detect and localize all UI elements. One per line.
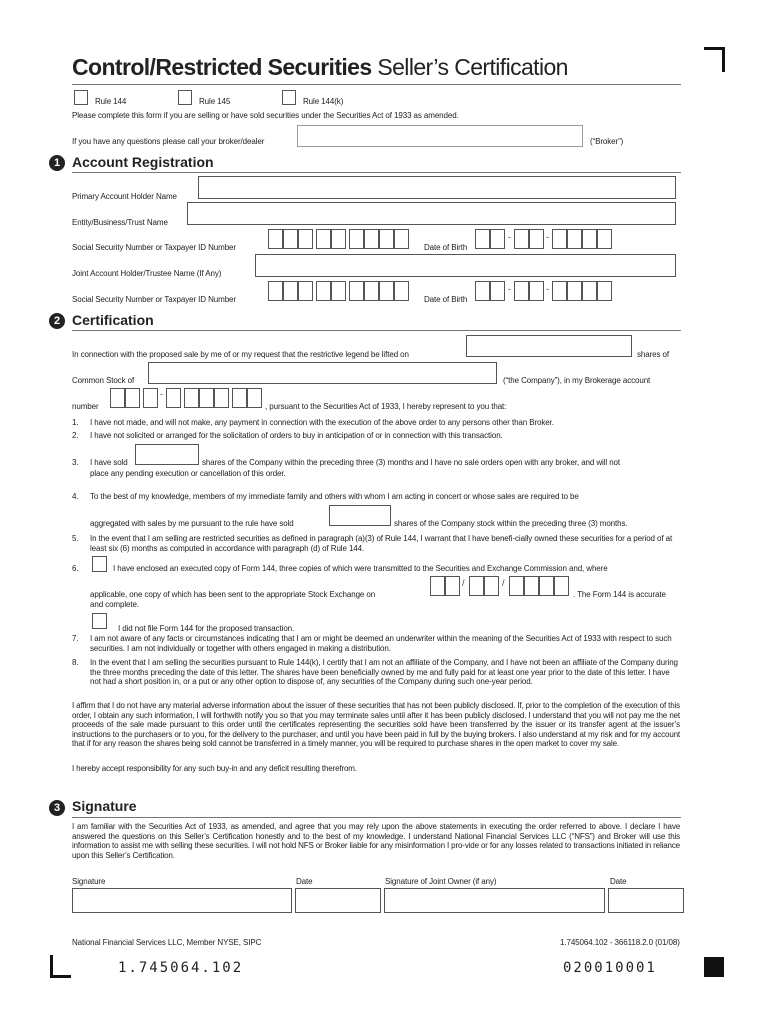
item-5-number: 5. xyxy=(72,534,79,543)
dob2-label: Date of Birth xyxy=(424,295,468,304)
item-4-number: 4. xyxy=(72,492,79,501)
item-1-text: I have not made, and will not make, any payment in connection with the execution of the above order to any persons other than Broker. xyxy=(90,418,554,427)
item-4b-text: aggregated with sales by me pursuant to the rule have sold xyxy=(90,519,294,528)
cert-line1a: In connection with the proposed sale by me of or my request that the restrictive legend be lifted on xyxy=(72,350,409,359)
exchange-date-digit[interactable] xyxy=(554,576,569,596)
rule-144k-checkbox[interactable] xyxy=(282,90,296,105)
account-dash: - xyxy=(160,389,163,399)
exchange-date-digit[interactable] xyxy=(445,576,460,596)
section-2-rule xyxy=(72,330,681,331)
dob2-dash: - xyxy=(508,284,511,294)
dob-digit[interactable] xyxy=(490,229,505,249)
ssn-label: Social Security Number or Taxpayer ID Number xyxy=(72,243,236,252)
family-shares-input[interactable] xyxy=(329,505,391,526)
cert-line2b: (“the Company”), in my Brokerage account xyxy=(503,376,651,385)
account-digit[interactable] xyxy=(199,388,214,408)
cert-line2a: Common Stock of xyxy=(72,376,135,385)
section-3-number: 3 xyxy=(49,800,65,816)
corner-mark-bottom-left xyxy=(50,955,71,978)
title-regular: Seller’s Certification xyxy=(377,54,568,80)
dob-digit[interactable] xyxy=(597,229,612,249)
item-1-number: 1. xyxy=(72,418,79,427)
entity-name-input[interactable] xyxy=(187,202,676,225)
signature-label: Signature xyxy=(72,877,106,886)
item-6c-text: . The Form 144 is accurate xyxy=(573,590,666,599)
dob-digit[interactable] xyxy=(567,229,582,249)
dob-digit[interactable] xyxy=(475,229,490,249)
exchange-date-digit[interactable] xyxy=(539,576,554,596)
ssn-digit[interactable] xyxy=(316,229,331,249)
dob-digit[interactable] xyxy=(552,229,567,249)
dob2-digit[interactable] xyxy=(597,281,612,301)
footer-left: National Financial Services LLC, Member NYSE, SIPC xyxy=(72,938,262,947)
ssn2-digit[interactable] xyxy=(379,281,394,301)
ssn-digit[interactable] xyxy=(298,229,313,249)
title-rule xyxy=(72,84,681,85)
rule-145-checkbox[interactable] xyxy=(178,90,192,105)
exchange-date-slash: / xyxy=(502,578,505,588)
rule-144k-label: Rule 144(k) xyxy=(303,97,344,106)
dob-digit[interactable] xyxy=(582,229,597,249)
joint-holder-label: Joint Account Holder/Trustee Name (If Any) xyxy=(72,269,222,278)
shares-count-input[interactable] xyxy=(466,335,632,357)
broker-suffix: (“Broker”) xyxy=(590,137,624,146)
ssn-digit[interactable] xyxy=(331,229,346,249)
broker-label: If you have any questions please call your broker/dealer xyxy=(72,137,265,146)
joint-signature-label: Signature of Joint Owner (if any) xyxy=(385,877,497,886)
item-2-text: I have not solicited or arranged for the solicitation of orders to buy in anticipation of or in connection with this transaction. xyxy=(90,431,503,440)
affirm-paragraph: I affirm that I do not have any material adverse information about the issuer of these securities that has not been publicly disclosed. If, prior to the completion of the execution of this order, I obtain any such information, I will forthwith notify you so that you may terminate sales until after it has been publicly disclosed. I understand that you will not pay me the net proceeds of the sale made pursuant to this order until the certificates representing the securities sold have been transferred by the issuer or its transfer agent at the issuer’s instructions to the purchasers or to you, for the delivery to the purchaser, and until you have been paid in full by the buying brokers. I also understand at my risk and for my account that if for any reason the shares being sold cannot be transferred in a timely manner, you will be required to purchase shares in the open market to cover my sale. xyxy=(72,701,680,749)
ssn2-digit[interactable] xyxy=(268,281,283,301)
intro-text: Please complete this form if you are selling or have sold securities under the Securities Act of 1933 as amended. xyxy=(72,111,459,120)
item-8-number: 8. xyxy=(72,658,79,667)
joint-holder-input[interactable] xyxy=(255,254,676,277)
item-7-number: 7. xyxy=(72,634,79,643)
ssn2-digit[interactable] xyxy=(283,281,298,301)
item-6d-text: and complete. xyxy=(90,600,139,609)
item-7-text: I am not aware of any facts or circumstances indicating that I am or might be deemed an underwriter within the meaning of the Securities Act of 1933 with respect to such securities. I am not individually or together with others engaged in making a distribution. xyxy=(90,634,672,653)
section-3-title: Signature xyxy=(72,798,137,814)
date2-input[interactable] xyxy=(608,888,684,913)
ssn2-digit[interactable] xyxy=(364,281,379,301)
ssn2-label: Social Security Number or Taxpayer ID Number xyxy=(72,295,236,304)
dob2-digit[interactable] xyxy=(529,281,544,301)
primary-holder-label: Primary Account Holder Name xyxy=(72,192,177,201)
section-1-title: Account Registration xyxy=(72,154,214,170)
dob2-digit[interactable] xyxy=(552,281,567,301)
dob-dash: - xyxy=(508,232,511,242)
section-3-rule xyxy=(72,817,681,818)
entity-name-label: Entity/Business/Trust Name xyxy=(72,218,168,227)
item-4a-text: To the best of my knowledge, members of my immediate family and others with whom I am acting in concert or whose sales are required to be xyxy=(90,492,579,501)
date2-label: Date xyxy=(610,877,627,886)
accept-paragraph: I hereby accept responsibility for any such buy-in and any deficit resulting therefrom. xyxy=(72,764,357,773)
form144-not-filed-checkbox[interactable] xyxy=(92,613,107,629)
item-6e-text: I did not file Form 144 for the proposed transaction. xyxy=(118,624,295,633)
rule-144-checkbox[interactable] xyxy=(74,90,88,105)
form-code-left: 1.745064.102 xyxy=(118,960,244,976)
cert-line1b: shares of xyxy=(637,350,670,359)
exchange-date-slash: / xyxy=(462,578,465,588)
account-digit[interactable] xyxy=(110,388,125,408)
account-digit[interactable] xyxy=(232,388,247,408)
item-3a-text: I have sold xyxy=(90,458,128,467)
date-label: Date xyxy=(296,877,313,886)
cert-line3b: , pursuant to the Securities Act of 1933, I hereby represent to you that: xyxy=(265,402,507,411)
company-name-input[interactable] xyxy=(148,362,497,384)
broker-input[interactable] xyxy=(297,125,583,147)
ssn-digit[interactable] xyxy=(394,229,409,249)
dob-dash: - xyxy=(546,232,549,242)
item-6a-text: I have enclosed an executed copy of Form 144, three copies of which were transmitted to the Securities and Exchange Commission and, where xyxy=(113,564,608,573)
title-bold: Control/Restricted Securities xyxy=(72,54,372,80)
dob2-digit[interactable] xyxy=(582,281,597,301)
dob-digit[interactable] xyxy=(529,229,544,249)
item-8-text: In the event that I am selling the securities pursuant to Rule 144(k), I certify that I am not an affiliate of the Company, and I have not been an affiliate of the Company during the three months preceding the date of this letter. The shares have been beneficially owned by me and fully paid for at least one year prior to the date of this letter. I have not had a short position in, or a put or any other option to dispose of, any securities of the Company during such one-year period. xyxy=(90,658,678,687)
ssn2-digit[interactable] xyxy=(298,281,313,301)
exchange-date-digit[interactable] xyxy=(430,576,445,596)
ssn2-digit[interactable] xyxy=(331,281,346,301)
ssn-digit[interactable] xyxy=(379,229,394,249)
ssn2-digit[interactable] xyxy=(394,281,409,301)
section-2-number: 2 xyxy=(49,313,65,329)
item-6b-text: applicable, one copy of which has been sent to the appropriate Stock Exchange on xyxy=(90,590,376,599)
primary-holder-input[interactable] xyxy=(198,176,676,199)
section-2-title: Certification xyxy=(72,312,154,328)
corner-mark-top-right xyxy=(704,47,725,72)
item-6-number: 6. xyxy=(72,564,79,573)
account-digit[interactable] xyxy=(247,388,262,408)
signature-paragraph: I am familiar with the Securities Act of 1933, as amended, and agree that you may rely upon the above statements in executing the order referred to above. I declare I have answered the questions on this Seller’s Certification honestly and to the best of my knowledge. I understand National Financial Services LLC (“NFS”) and Broker will use this information to assist me with selling these securities. I will not hold NFS or Broker liable for any misinformation I pro-vide or for any losses related to transactions initiated in reliance upon this Seller’s Certification. xyxy=(72,822,680,860)
form144-filed-checkbox[interactable] xyxy=(92,556,107,572)
date-input[interactable] xyxy=(295,888,381,913)
account-digit[interactable] xyxy=(143,388,158,408)
account-digit[interactable] xyxy=(125,388,140,408)
item-3c-text: place any pending execution or cancellation of this order. xyxy=(90,469,286,478)
joint-signature-input[interactable] xyxy=(384,888,605,913)
ssn-digit[interactable] xyxy=(349,229,364,249)
exchange-date-digit[interactable] xyxy=(484,576,499,596)
exchange-date-digit[interactable] xyxy=(524,576,539,596)
account-digit[interactable] xyxy=(214,388,229,408)
section-1-rule xyxy=(72,172,681,173)
ssn2-digit[interactable] xyxy=(349,281,364,301)
account-digit[interactable] xyxy=(166,388,181,408)
dob-digit[interactable] xyxy=(514,229,529,249)
account-digit[interactable] xyxy=(184,388,199,408)
ssn-digit[interactable] xyxy=(268,229,283,249)
dob2-digit[interactable] xyxy=(475,281,490,301)
section-1-number: 1 xyxy=(49,155,65,171)
exchange-date-digit[interactable] xyxy=(469,576,484,596)
dob-label: Date of Birth xyxy=(424,243,468,252)
cert-line3a: number xyxy=(72,402,99,411)
ssn-digit[interactable] xyxy=(283,229,298,249)
page-title xyxy=(72,54,568,81)
dob2-digit[interactable] xyxy=(567,281,582,301)
dob2-dash: - xyxy=(546,284,549,294)
corner-mark-square xyxy=(704,957,724,977)
dob2-digit[interactable] xyxy=(514,281,529,301)
footer-right: 1.745064.102 - 366118.2.0 (01/08) xyxy=(560,938,680,947)
ssn2-digit[interactable] xyxy=(316,281,331,301)
shares-sold-input[interactable] xyxy=(135,444,199,465)
item-5-text: In the event that I am selling are restricted securities as defined in paragraph (a)(3) of Rule 144, I warrant that I have benefi-cially owned these securities for a period of at least six (6) months as computed in accordance with paragraph (d) of Rule 144. xyxy=(90,534,673,553)
exchange-date-digit[interactable] xyxy=(509,576,524,596)
item-4c-text: shares of the Company stock within the preceding three (3) months. xyxy=(394,519,628,528)
signature-input[interactable] xyxy=(72,888,292,913)
item-3b-text: shares of the Company within the preceding three (3) months and I have no sale orders open with any broker, and will not xyxy=(202,458,621,467)
rule-144-label: Rule 144 xyxy=(95,97,127,106)
dob2-digit[interactable] xyxy=(490,281,505,301)
item-2-number: 2. xyxy=(72,431,79,440)
ssn-digit[interactable] xyxy=(364,229,379,249)
item-3-number: 3. xyxy=(72,458,79,467)
rule-145-label: Rule 145 xyxy=(199,97,231,106)
form-code-right: 020010001 xyxy=(563,960,657,976)
